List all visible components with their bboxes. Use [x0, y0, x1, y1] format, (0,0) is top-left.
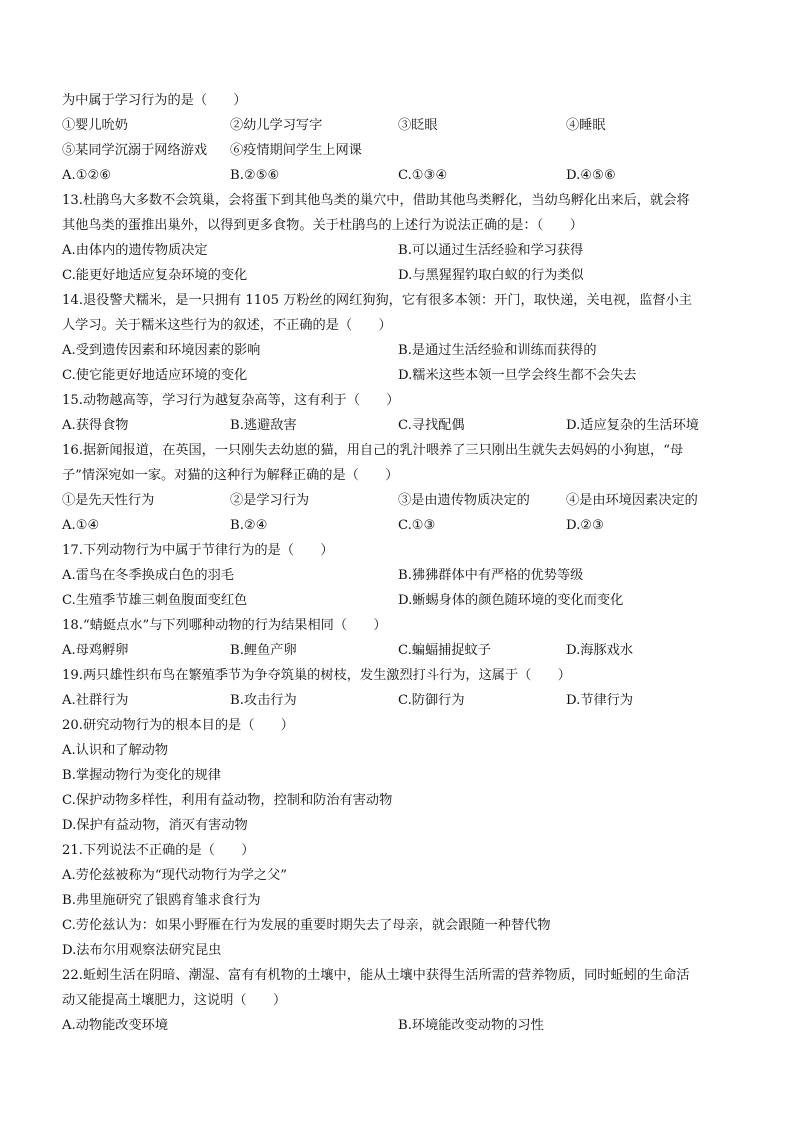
q12-option-d: D.④⑤⑥	[566, 168, 616, 183]
q16-stem-line2: 子”情深宛如一家。对猫的这种行为解释正确的是（ ）	[62, 468, 399, 483]
q16-item-1: ①是先天性行为	[62, 493, 155, 508]
q16-option-c: C.①③	[398, 518, 436, 533]
q13-options-row2	[62, 263, 732, 288]
q21-option-b: B.弗里施研究了银鸥育雏求食行为	[62, 893, 261, 908]
q13-options-row1	[62, 238, 732, 263]
q16-option-a: A.①④	[62, 518, 100, 533]
q13-option-b: B.可以通过生活经验和学习获得	[398, 243, 584, 258]
q16-item-3: ③是由遗传物质决定的	[398, 493, 530, 508]
q15-option-c: C.寻找配偶	[398, 418, 465, 433]
q12-item-1: ①婴儿吮奶	[62, 118, 128, 133]
q15-option-a: A.获得食物	[62, 418, 129, 433]
exam-page	[62, 88, 732, 1038]
q17-option-c: C.生殖季节雄三刺鱼腹面变红色	[62, 593, 248, 608]
q17-option-a: A.雷鸟在冬季换成白色的羽毛	[62, 568, 234, 583]
q21-option-c: C.劳伦兹认为：如果小野雁在行为发展的重要时期失去了母亲，就会跟随一种替代物	[62, 918, 551, 933]
q21-stem: 21.下列说法不正确的是（ ）	[62, 843, 255, 858]
q14-stem-line2: 人学习。关于糯米这些行为的叙述，不正确的是（ ）	[62, 318, 392, 333]
q18-option-d: D.海豚戏水	[566, 643, 634, 658]
q21-option-d: D.法布尔用观察法研究昆虫	[62, 943, 222, 958]
q19-option-b: B.攻击行为	[230, 693, 297, 708]
q22-option-a: A.动物能改变环境	[62, 1018, 169, 1033]
q12-item-2: ②幼儿学习写字	[230, 118, 323, 133]
q15-stem: 15.动物越高等，学习行为越复杂高等，这有利于（ ）	[62, 393, 400, 408]
q13-option-a: A.由体内的遗传物质决定	[62, 243, 208, 258]
q15-option-b: B.逃避敌害	[230, 418, 297, 433]
q16-option-b: B.②④	[230, 518, 268, 533]
q20-option-a: A.认识和了解动物	[62, 743, 169, 758]
q13-option-c: C.能更好地适应复杂环境的变化	[62, 268, 248, 283]
q12-item-5: ⑤某同学沉溺于网络游戏	[62, 143, 208, 158]
q13-option-d: D.与黑猩猩钓取白蚁的行为类似	[398, 268, 584, 283]
q14-stem-line1: 14.退役警犬糯米，是一只拥有 1105 万粉丝的网红狗狗，它有很多本领：开门，取快递，关电视，监督小主	[62, 293, 692, 308]
q12-option-c: C.①③④	[398, 168, 448, 183]
q16-stem-line1: 16.据新闻报道，在英国，一只刚失去幼崽的猫，用自己的乳汁喂养了三只刚出生就失去妈妈的小狗崽，“母	[62, 443, 684, 458]
q15-options	[62, 413, 732, 438]
q20-option-c: C.保护动物多样性，利用有益动物，控制和防治有害动物	[62, 793, 393, 808]
q22-option-b: B.环境能改变动物的习性	[398, 1018, 544, 1033]
q12-option-b: B.②⑤⑥	[230, 168, 280, 183]
q14-option-c: C.使它能更好地适应环境的变化	[62, 368, 248, 383]
q22-stem-line1: 22.蚯蚓生活在阴暗、潮湿、富有有机物的土壤中，能从土壤中获得生活所需的营养物质，同时蚯蚓的生命活	[62, 968, 690, 983]
q19-stem: 19.两只雄性织布鸟在繁殖季节为争夺筑巢的树枝，发生激烈打斗行为，这属于（ ）	[62, 668, 571, 683]
q18-option-c: C.蝙蝠捕捉蚊子	[398, 643, 491, 658]
q17-options-row2	[62, 588, 732, 613]
q14-options-row1	[62, 338, 732, 363]
q20-option-d: D.保护有益动物，消灭有害动物	[62, 818, 248, 833]
q16-item-4: ④是由环境因素决定的	[566, 493, 698, 508]
q19-option-c: C.防御行为	[398, 693, 465, 708]
q16-item-2: ②是学习行为	[230, 493, 310, 508]
q12-item-4: ④睡眠	[566, 118, 606, 133]
q16-options	[62, 513, 732, 538]
q12-items	[62, 113, 732, 138]
q21-option-a: A.劳伦兹被称为“现代动物行为学之父”	[62, 868, 288, 883]
q19-option-a: A.社群行为	[62, 693, 129, 708]
q12-item-6: ⑥疫情期间学生上网课	[230, 143, 362, 158]
q18-option-b: B.鲤鱼产卵	[230, 643, 297, 658]
q14-option-b: B.是通过生活经验和训练而获得的	[398, 343, 597, 358]
q19-option-d: D.节律行为	[566, 693, 634, 708]
q14-option-d: D.糯米这些本领一旦学会终生都不会失去	[398, 368, 637, 383]
q18-option-a: A.母鸡孵卵	[62, 643, 129, 658]
q17-stem: 17.下列动物行为中属于节律行为的是（ ）	[62, 543, 334, 558]
q12-options	[62, 163, 732, 188]
q13-stem-line2: 其他鸟类的蛋推出巢外，以得到更多食物。关于杜鹃鸟的上述行为说法正确的是：（ ）	[62, 218, 583, 233]
q20-option-b: B.掌握动物行为变化的规律	[62, 768, 221, 783]
q17-option-d: D.蜥蜴身体的颜色随环境的变化而变化	[398, 593, 624, 608]
q12-option-a: A.①②⑥	[62, 168, 112, 183]
q19-options	[62, 688, 732, 713]
q16-option-d: D.②③	[566, 518, 604, 533]
q12-items2	[62, 138, 732, 163]
q18-stem: 18.“蜻蜓点水”与下列哪种动物的行为结果相同（ ）	[62, 618, 387, 633]
q14-options-row2	[62, 363, 732, 388]
q16-items	[62, 488, 732, 513]
q12-stem: 为中属于学习行为的是（ ）	[62, 93, 247, 108]
q20-stem: 20.研究动物行为的根本目的是（ ）	[62, 718, 294, 733]
q14-option-a: A.受到遗传因素和环境因素的影响	[62, 343, 261, 358]
q13-stem-line1: 13.杜鹃鸟大多数不会筑巢，会将蛋下到其他鸟类的巢穴中，借助其他鸟类孵化，当幼鸟孵化出来后，就会将	[62, 193, 690, 208]
q15-option-d: D.适应复杂的生活环境	[566, 418, 699, 433]
q22-stem-line2: 动又能提高土壤肥力，这说明（ ）	[62, 993, 287, 1008]
q18-options	[62, 638, 732, 663]
q12-item-3: ③眨眼	[398, 118, 438, 133]
q22-options-row1	[62, 1013, 732, 1038]
q17-options-row1	[62, 563, 732, 588]
q17-option-b: B.狒狒群体中有严格的优势等级	[398, 568, 584, 583]
